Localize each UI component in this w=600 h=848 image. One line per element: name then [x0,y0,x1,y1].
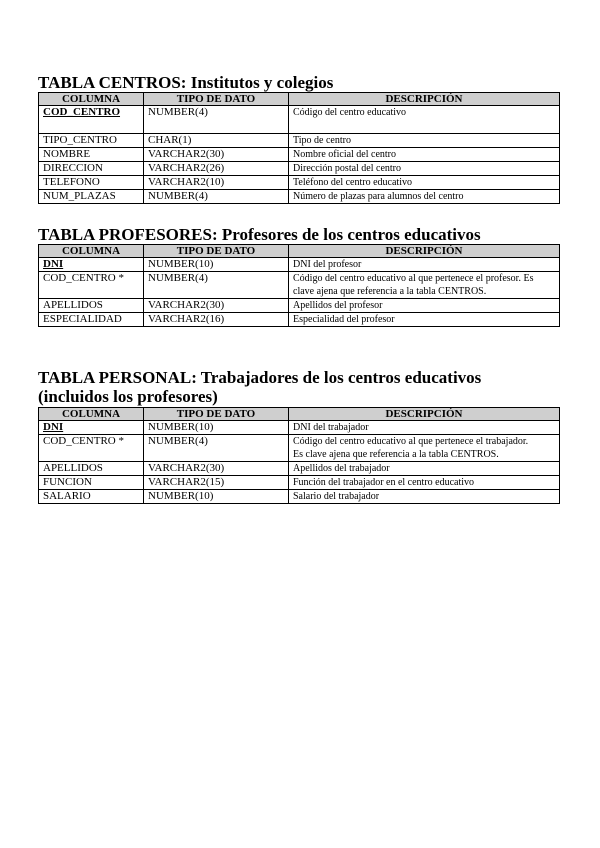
header-row [39,93,560,106]
column-name-cell: TELEFONO [39,176,144,190]
table-row [39,313,560,327]
table-row [39,299,560,313]
header-tipo-dato: TIPO DE DATO [144,93,289,106]
description-cell: Apellidos del trabajador [289,462,560,476]
header-row [39,408,560,421]
data-type-cell: VARCHAR2(30) [144,462,289,476]
table-title-personal: TABLA PERSONAL: Trabajadores de los centros educativos [38,368,482,387]
column-name-cell: COD_CENTRO * [39,272,144,299]
column-name-cell: DNI [39,258,144,272]
table-row [39,272,560,299]
column-name-cell: FUNCION [39,476,144,490]
column-name-cell: NOMBRE [39,148,144,162]
data-type-cell: VARCHAR2(30) [144,148,289,162]
data-type-cell: VARCHAR2(30) [144,299,289,313]
table-row [39,176,560,190]
header-row [39,245,560,258]
section-profesores [38,226,559,327]
header-columna: COLUMNA [39,245,144,258]
table-personal [38,407,560,504]
data-type-cell: NUMBER(10) [144,490,289,504]
header-tipo-dato: TIPO DE DATO [144,408,289,421]
table-title-profesores: TABLA PROFESORES: Profesores de los centros educativos [38,225,481,244]
column-name-cell: APELLIDOS [39,299,144,313]
description-cell: Dirección postal del centro [289,162,560,176]
description-cell: Salario del trabajador [289,490,560,504]
description-cell: Tipo de centro [289,134,560,148]
description-cell: DNI del profesor [289,258,560,272]
data-type-cell: NUMBER(10) [144,421,289,435]
column-name-cell: DIRECCION [39,162,144,176]
table-row [39,435,560,462]
data-type-cell: VARCHAR2(16) [144,313,289,327]
header-columna: COLUMNA [39,93,144,106]
description-cell: Especialidad del profesor [289,313,560,327]
header-descripcion: DESCRIPCIÓN [289,245,560,258]
table-row [39,462,560,476]
column-name-cell: DNI [39,421,144,435]
table-title-centros: TABLA CENTROS: Institutos y colegios [38,73,334,92]
description-cell: Número de plazas para alumnos del centro [289,190,560,204]
data-type-cell: VARCHAR2(10) [144,176,289,190]
table-row [39,490,560,504]
header-descripcion: DESCRIPCIÓN [289,408,560,421]
table-centros [38,92,560,204]
column-name-cell: APELLIDOS [39,462,144,476]
header-descripcion: DESCRIPCIÓN [289,93,560,106]
description-cell: Función del trabajador en el centro educativo [289,476,560,490]
data-type-cell: NUMBER(4) [144,272,289,299]
description-cell: Código del centro educativo al que pertenece el profesor. Es clave ajena que referencia a la tabla CENTROS. [289,272,560,299]
description-cell: DNI del trabajador [289,421,560,435]
data-type-cell: NUMBER(4) [144,106,289,134]
column-name-cell: TIPO_CENTRO [39,134,144,148]
table-profesores [38,244,560,327]
table-row [39,106,560,134]
data-type-cell: VARCHAR2(26) [144,162,289,176]
description-cell: Código del centro educativo al que pertenece el trabajador. Es clave ajena que referencia a la tabla CENTROS. [289,435,560,462]
data-type-cell: CHAR(1) [144,134,289,148]
table-row [39,162,560,176]
column-name-cell: COD_CENTRO [39,106,144,134]
column-name-cell: COD_CENTRO * [39,435,144,462]
table-row [39,476,560,490]
data-type-cell: NUMBER(4) [144,435,289,462]
table-row [39,134,560,148]
table-row [39,258,560,272]
column-name-cell: SALARIO [39,490,144,504]
table-title-personal-line2: (incluidos los profesores) [38,387,218,406]
header-tipo-dato: TIPO DE DATO [144,245,289,258]
table-row [39,190,560,204]
column-name-cell: NUM_PLAZAS [39,190,144,204]
description-cell: Código del centro educativo [289,106,560,134]
section-personal [38,368,559,504]
description-cell: Nombre oficial del centro [289,148,560,162]
column-name-cell: ESPECIALIDAD [39,313,144,327]
table-row [39,148,560,162]
table-row [39,421,560,435]
data-type-cell: NUMBER(10) [144,258,289,272]
description-cell: Apellidos del profesor [289,299,560,313]
description-cell: Teléfono del centro educativo [289,176,560,190]
data-type-cell: VARCHAR2(15) [144,476,289,490]
data-type-cell: NUMBER(4) [144,190,289,204]
section-centros [38,74,559,204]
header-columna: COLUMNA [39,408,144,421]
